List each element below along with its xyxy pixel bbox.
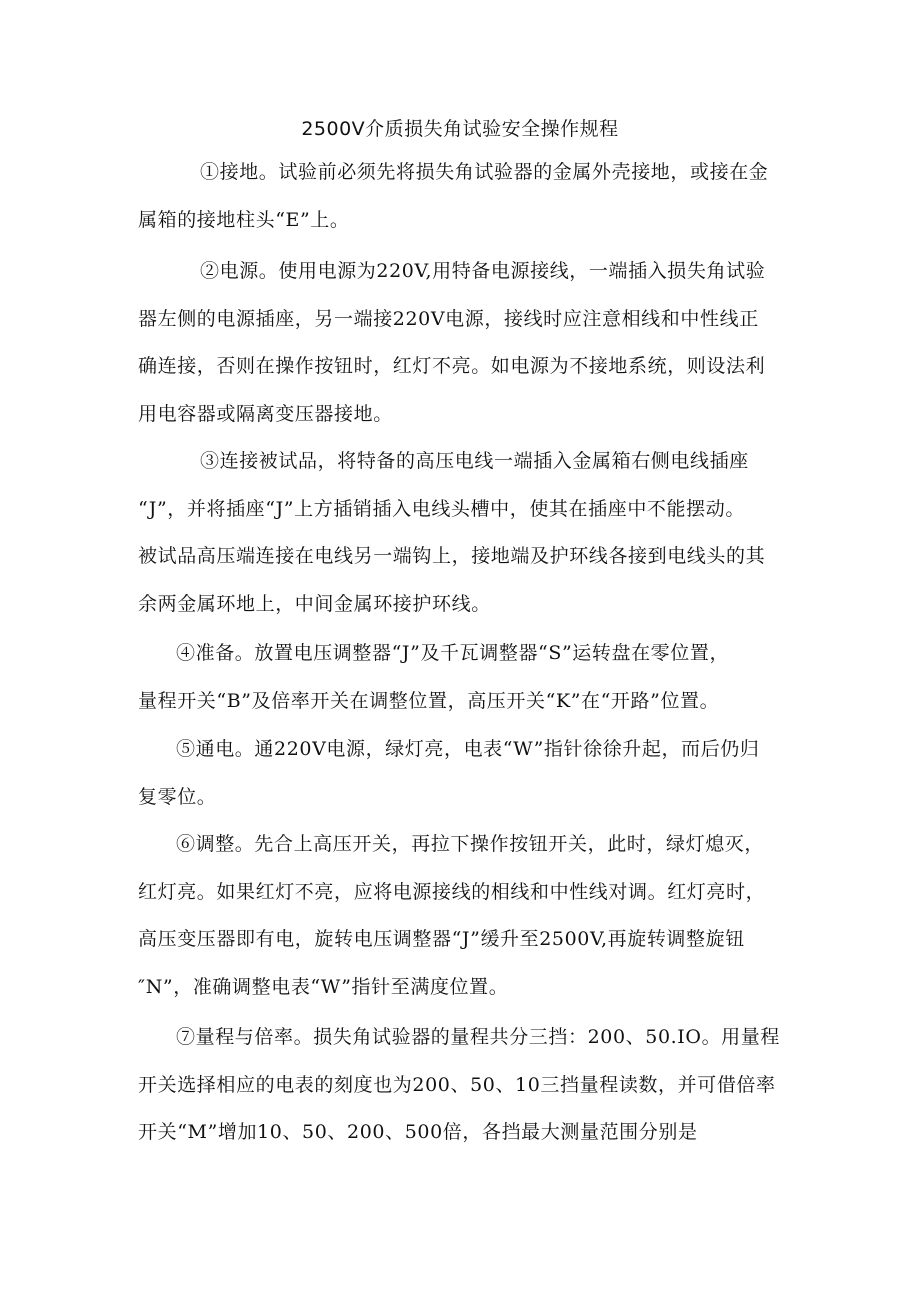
paragraph-line: 器左侧的电源插座，另一端接220V电源，接线时应注意相线和中性线正 xyxy=(138,307,759,330)
paragraph-line: 开关“M”增加10、50、200、500倍，各挡最大测量范围分别是 xyxy=(138,1121,698,1143)
paragraph-power xyxy=(138,248,798,438)
paragraph-preparation xyxy=(138,630,798,725)
paragraph-line: ②电源。使用电源为220V,用特备电源接线，一端插入损失角试验 xyxy=(200,260,766,282)
paragraph-line: ⑥调整。先合上高压开关，再拉下操作按钮开关，此时，绿灯熄灭， xyxy=(176,833,765,855)
paragraph-line: ①接地。试验前必须先将损失角试验器的金属外壳接地，或接在金 xyxy=(200,161,769,183)
paragraph-grounding xyxy=(138,149,798,244)
paragraph-line: 量程开关“B”及倍率开关在调整位置，高压开关“K”在“开路”位置。 xyxy=(138,689,720,712)
paragraph-line: 红灯亮。如果红灯不亮，应将电源接线的相线和中性线对调。红灯亮时， xyxy=(138,880,766,903)
paragraph-range-multiplier xyxy=(138,1014,798,1157)
paragraph-power-on xyxy=(138,726,798,821)
paragraph-line: 用电容器或隔离变压器接地。 xyxy=(138,402,393,425)
page-title: 2500V介质损失角试验安全操作规程 xyxy=(301,118,619,140)
paragraph-line: 余两金属环地上，中间金属环接护环线。 xyxy=(138,592,491,615)
paragraph-line: ″N”，准确调整电表“W”指针至满度位置。 xyxy=(138,975,509,998)
paragraph-line: ⑦量程与倍率。损失角试验器的量程共分三挡：200、50.IO。用量程 xyxy=(176,1026,780,1048)
paragraph-line: 确连接，否则在操作按钮时，红灯不亮。如电源为不接地系统，则设法利 xyxy=(138,355,766,377)
paragraph-line: “J”，并将插座“J”上方插销插入电线头槽中，使其在插座中不能摆动。 xyxy=(138,497,745,520)
paragraph-line: 属箱的接地柱头“E”上。 xyxy=(138,208,350,231)
paragraph-line: 复零位。 xyxy=(138,785,217,808)
paragraph-line: ⑤通电。通220V电源，绿灯亮，电表“W”指针徐徐升起，而后仍归 xyxy=(176,738,760,760)
paragraph-line: ④准备。放置电压调整器“J”及千瓦调整器“S”运转盘在零位置， xyxy=(176,642,730,664)
paragraph-line: ③连接被试品，将特备的高压电线一端插入金属箱右侧电线插座 xyxy=(200,450,749,472)
paragraph-line: 开关选择相应的电表的刻度也为200、50、10三挡量程读数，并可借倍率 xyxy=(138,1073,776,1096)
paragraph-adjustment xyxy=(138,821,798,1011)
paragraph-connection xyxy=(138,438,798,628)
paragraph-line: 高压变压器即有电，旋转电压调整器“J”缓升至2500V,再旋转调整旋钮 xyxy=(138,928,745,950)
paragraph-line: 被试品高压端连接在电线另一端钩上，接地端及护环线各接到电线头的其 xyxy=(138,545,766,567)
